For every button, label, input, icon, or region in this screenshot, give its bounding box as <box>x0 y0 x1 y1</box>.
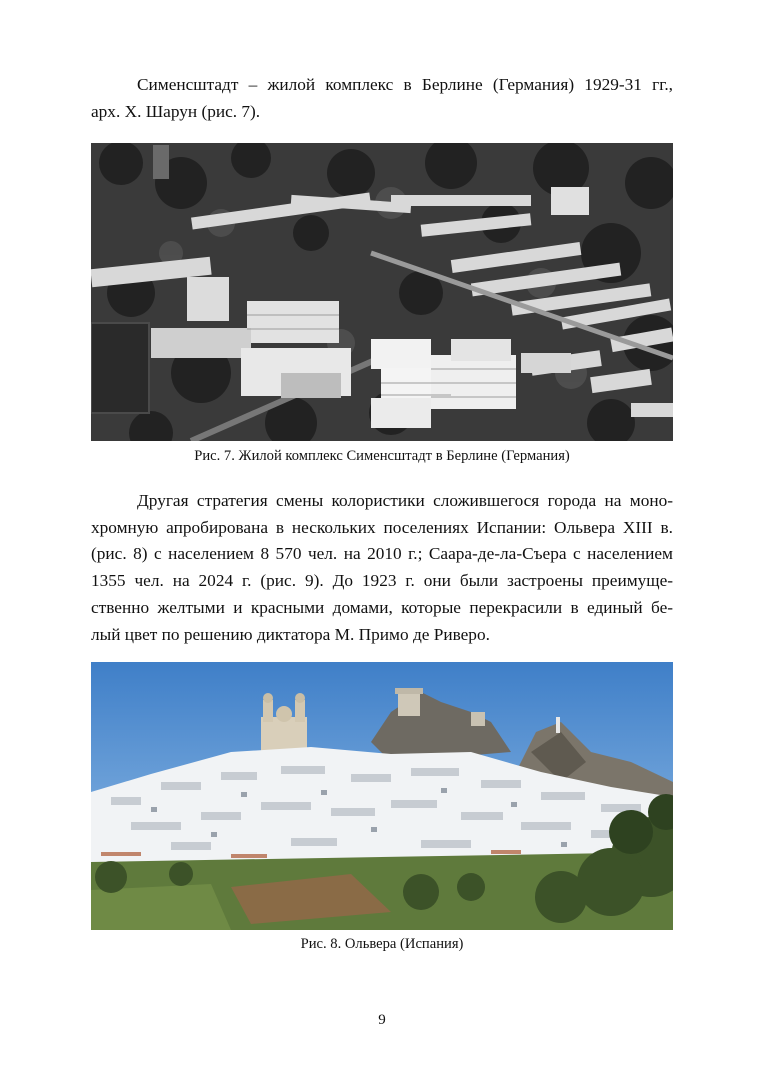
text-line: Другая стратегия смены колористики сложившегося города на моно- <box>137 491 673 510</box>
text-line: 1355 чел. на 2024 г. (рис. 9). До 1923 г. они были застроены преимуще- <box>91 571 673 591</box>
figure-7-caption: Рис. 7. Жилой комплекс Сименсштадт в Берлине (Германия) <box>194 448 570 464</box>
text-line: Сименсштадт – жилой комплекс в Берлине (Германия) 1929-31 гг., <box>137 75 673 94</box>
paragraph-siemensstadt <box>91 72 673 125</box>
figure-7-photo <box>91 143 673 441</box>
text-line: хромную апробирована в нескольких поселениях Испании: Ольвера XIII в. <box>91 517 673 537</box>
text-line: ственно желтыми и красными домами, которые перекрасили в единый бе- <box>91 597 673 617</box>
text-line: лый цвет по решению диктатора М. Примо де Риверо. <box>91 624 490 644</box>
figure-8-caption: Рис. 8. Ольвера (Испания) <box>300 936 464 952</box>
figure-8-photo <box>91 662 673 930</box>
page-number: 9 <box>378 1012 386 1028</box>
text-line: арх. Х. Шарун (рис. 7). <box>91 101 261 121</box>
text-line: (рис. 8) с населением 8 570 чел. на 2010 г.; Саара-де-ла-Съера с населением <box>91 544 673 564</box>
paragraph-monochrome-strategy <box>91 488 673 648</box>
